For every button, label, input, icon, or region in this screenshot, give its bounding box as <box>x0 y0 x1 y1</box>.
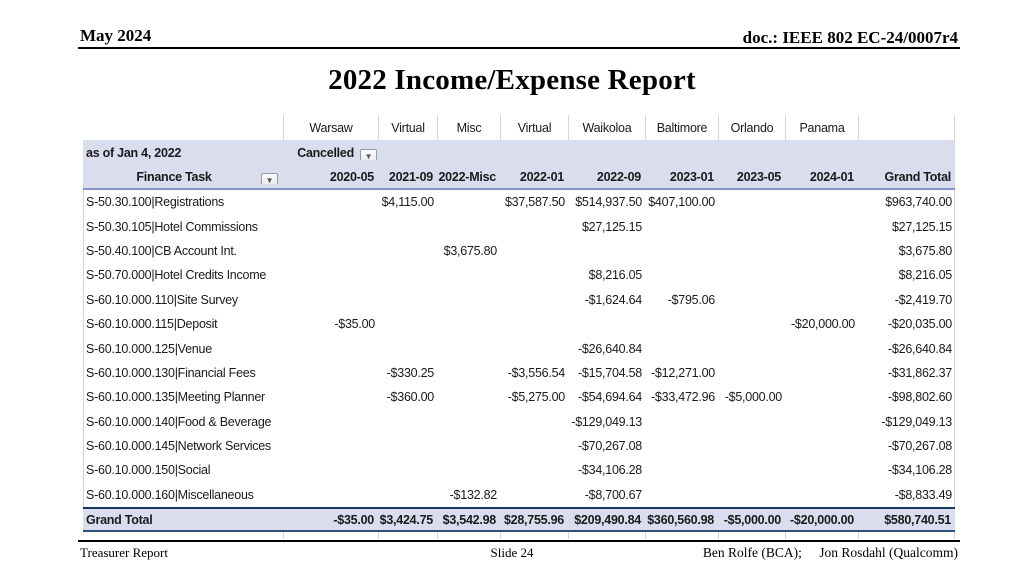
partial-cell <box>83 532 283 539</box>
city-header-cell: Panama <box>785 115 858 140</box>
table-row <box>84 434 954 458</box>
city-header-cell: Warsaw <box>283 115 378 140</box>
partial-cell <box>437 532 500 539</box>
asof-label: as of Jan 4, 2022 <box>86 145 182 160</box>
grand-total-value-cell: $28,755.96 <box>503 512 564 527</box>
city-header-cell: Virtual <box>500 115 568 140</box>
table-row <box>84 239 954 263</box>
value-cell: $3,675.80 <box>443 243 497 258</box>
period-header-cell: 2023-05 <box>736 169 781 184</box>
city-header-cell: Orlando <box>718 115 785 140</box>
grand-total-value-cell: $360,560.98 <box>647 512 714 527</box>
table-row <box>84 288 954 312</box>
cancelled-cell <box>283 146 378 160</box>
city-header-cell: Waikoloa <box>568 115 645 140</box>
period-header-cell: 2021-09 <box>388 169 433 184</box>
value-cell: $514,937.50 <box>575 195 642 210</box>
city-header-cell: Misc <box>437 115 500 140</box>
value-cell: -$129,049.13 <box>881 414 952 429</box>
value-cell: $407,100.00 <box>648 195 715 210</box>
finance-task-cell: S-60.10.000.125|Venue <box>86 341 212 356</box>
value-cell: -$2,419.70 <box>894 292 952 307</box>
asof-row <box>83 140 955 165</box>
value-cell: -$54,694.64 <box>578 390 642 405</box>
finance-task-cell: S-60.10.000.150|Social <box>86 463 211 478</box>
table-row <box>84 190 954 214</box>
footer-author-2: Jon Rosdahl (Qualcomm) <box>819 545 958 560</box>
grand-total-value-cell: $580,740.51 <box>884 512 951 527</box>
finance-task-cell: S-50.40.100|CB Account Int. <box>86 243 237 258</box>
value-cell: -$132.82 <box>449 487 497 502</box>
period-header-cell: 2024-01 <box>809 169 854 184</box>
footer-authors <box>703 545 958 561</box>
finance-task-cell: S-50.30.100|Registrations <box>86 195 225 210</box>
page-title: 2022 Income/Expense Report <box>328 64 696 96</box>
table-row <box>84 410 954 434</box>
value-cell: -$34,106.28 <box>888 463 952 478</box>
value-cell: -$795.06 <box>667 292 715 307</box>
value-cell: -$34,106.28 <box>578 463 642 478</box>
value-cell: -$12,271.00 <box>651 365 715 380</box>
finance-task-cell: S-60.10.000.140|Food & Beverage <box>86 414 272 429</box>
grand-total-value-cell: -$35.00 <box>333 512 374 527</box>
grand-total-value-cell: -$20,000.00 <box>790 512 854 527</box>
value-cell: -$35.00 <box>334 317 375 332</box>
value-cell: $963,740.00 <box>885 195 952 210</box>
finance-task-cell: S-60.10.000.160|Miscellaneous <box>86 487 254 502</box>
value-cell: -$8,833.49 <box>894 487 952 502</box>
table-row <box>84 214 954 238</box>
table-row <box>84 336 954 360</box>
footer-left: Treasurer Report <box>80 545 168 560</box>
footer-slide-number: Slide 24 <box>490 545 534 560</box>
period-header-row <box>83 165 955 190</box>
finance-task-cell: S-60.10.000.115|Deposit <box>86 317 218 332</box>
blank-cell <box>83 115 283 140</box>
value-cell: -$360.00 <box>386 390 434 405</box>
value-cell: -$8,700.67 <box>584 487 642 502</box>
city-header-cell: Baltimore <box>645 115 718 140</box>
city-header-row <box>83 115 955 140</box>
value-cell: -$31,862.37 <box>888 365 952 380</box>
value-cell: $4,115.00 <box>381 195 434 210</box>
period-header-cell: 2020-05 <box>329 169 374 184</box>
footer-author-1: Ben Rolfe (BCA); <box>702 545 802 560</box>
table-row <box>84 312 954 336</box>
header-rule <box>78 47 960 49</box>
income-expense-table <box>83 115 955 539</box>
table-row <box>84 483 954 507</box>
footer-rule <box>78 540 960 542</box>
partial-cell <box>645 532 718 539</box>
period-header-cell: 2023-01 <box>669 169 714 184</box>
table-body <box>83 190 955 507</box>
partial-cell <box>568 532 645 539</box>
header-doc-number: doc.: IEEE 802 EC-24/0007r4 <box>742 28 958 47</box>
value-cell: -$20,000.00 <box>791 317 855 332</box>
table-row <box>84 361 954 385</box>
partial-cell <box>718 532 785 539</box>
value-cell: -$5,000.00 <box>724 390 782 405</box>
finance-task-cell: S-60.10.000.130|Financial Fees <box>86 365 256 380</box>
header-date: May 2024 <box>80 26 152 45</box>
table-row <box>84 263 954 287</box>
blank-cell <box>858 115 955 140</box>
filter-dropdown-icon[interactable]: ▼ <box>261 173 278 184</box>
city-header-cell: Virtual <box>378 115 437 140</box>
finance-task-label: Finance Task <box>136 169 212 184</box>
period-header-cell: 2022-Misc <box>438 169 496 184</box>
partial-cell <box>858 532 955 539</box>
table-row <box>84 385 954 409</box>
value-cell: -$330.25 <box>386 365 434 380</box>
period-header-cell: 2022-01 <box>519 169 564 184</box>
value-cell: -$129,049.13 <box>571 414 642 429</box>
partial-cell <box>283 532 378 539</box>
grand-total-label: Grand Total <box>86 512 153 527</box>
value-cell: $27,125.15 <box>581 219 642 234</box>
value-cell: -$20,035.00 <box>888 317 952 332</box>
value-cell: -$98,802.60 <box>888 390 952 405</box>
partial-row <box>83 532 955 539</box>
grand-total-row <box>83 507 955 532</box>
table-row <box>84 458 954 482</box>
finance-task-cell: S-60.10.000.135|Meeting Planner <box>86 390 265 405</box>
value-cell: -$70,267.08 <box>578 439 642 454</box>
value-cell: -$1,624.64 <box>584 292 642 307</box>
value-cell: -$26,640.84 <box>578 341 642 356</box>
grand-total-value-cell: $3,424.75 <box>379 512 433 527</box>
grand-total-value-cell: $3,542.98 <box>442 512 496 527</box>
value-cell: -$26,640.84 <box>888 341 952 356</box>
cancelled-label: Cancelled <box>297 145 354 160</box>
finance-task-cell: S-60.10.000.145|Network Services <box>86 439 271 454</box>
finance-task-cell: S-60.10.000.110|Site Survey <box>86 292 238 307</box>
value-cell: -$70,267.08 <box>888 439 952 454</box>
value-cell: -$15,704.58 <box>578 365 642 380</box>
value-cell: $8,216.05 <box>588 268 642 283</box>
value-cell: $27,125.15 <box>891 219 952 234</box>
value-cell: -$5,275.00 <box>507 390 565 405</box>
finance-task-header-cell <box>83 170 283 184</box>
grand-total-column-header: Grand Total <box>884 169 951 184</box>
value-cell: $3,675.80 <box>898 243 952 258</box>
value-cell: $37,587.50 <box>504 195 565 210</box>
finance-task-cell: S-50.70.000|Hotel Credits Income <box>86 268 267 283</box>
value-cell: $8,216.05 <box>898 268 952 283</box>
partial-cell <box>785 532 858 539</box>
partial-cell <box>378 532 437 539</box>
grand-total-value-cell: -$5,000.00 <box>723 512 781 527</box>
partial-cell <box>500 532 568 539</box>
value-cell: -$33,472.96 <box>651 390 715 405</box>
period-header-cell: 2022-09 <box>596 169 641 184</box>
filter-dropdown-icon[interactable]: ▼ <box>360 149 377 160</box>
finance-task-cell: S-50.30.105|Hotel Commissions <box>86 219 258 234</box>
grand-total-value-cell: $209,490.84 <box>574 512 641 527</box>
value-cell: -$3,556.54 <box>507 365 565 380</box>
